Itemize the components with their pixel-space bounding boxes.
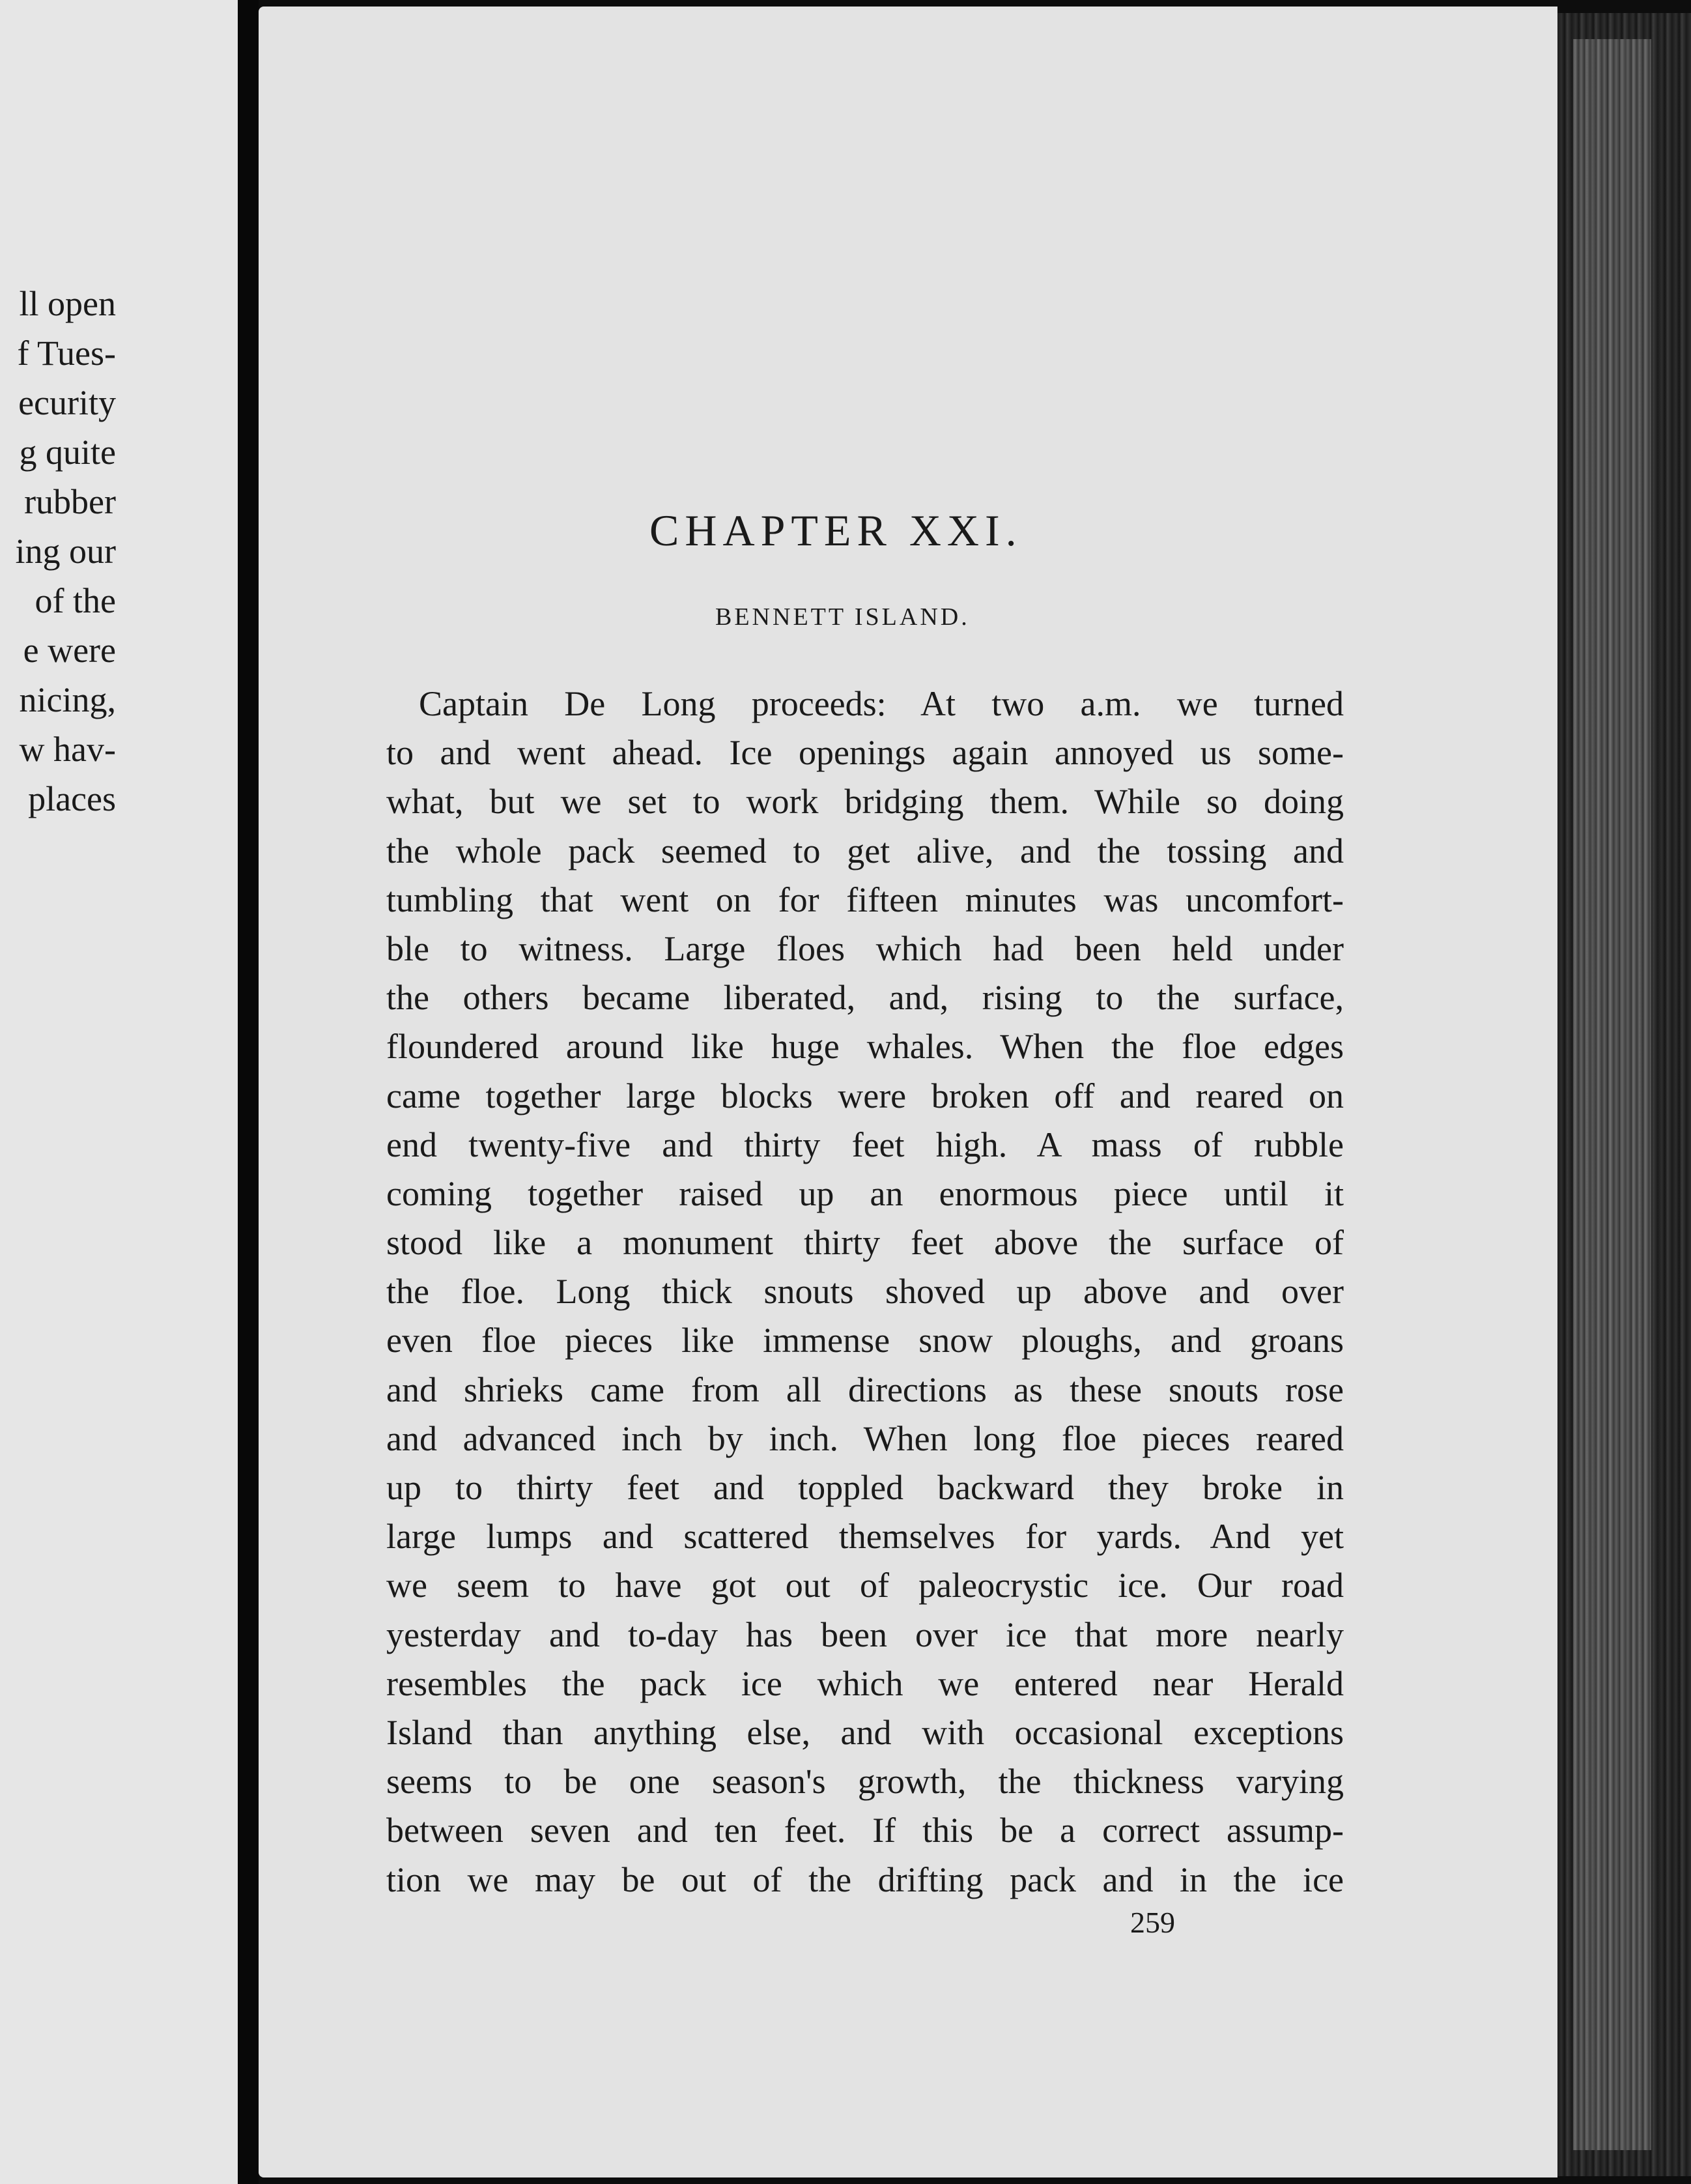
left-page-line: g quite xyxy=(19,433,116,472)
body-line: stood like a monument thirty feet above the surface of xyxy=(386,1223,1344,1263)
left-page-line: w hav- xyxy=(19,730,116,769)
left-page-line: rubber xyxy=(24,482,116,521)
body-line: to and went ahead. Ice openings again annoyed us some- xyxy=(386,733,1344,773)
body-line: what, but we set to work bridging them. While so doing xyxy=(386,782,1344,822)
page-number: 259 xyxy=(1130,1906,1175,1939)
page-edges xyxy=(1557,13,1691,2176)
left-page-line: places xyxy=(28,779,116,818)
page-edges-strip xyxy=(1573,39,1651,2150)
body-line: tion we may be out of the drifting pack and in the ice xyxy=(386,1860,1344,1899)
body-line: up to thirty feet and toppled backward they broke in xyxy=(386,1468,1344,1507)
body-line: seems to be one season's growth, the thickness varying xyxy=(386,1762,1344,1802)
body-line: and shrieks came from all directions as these snouts rose xyxy=(386,1370,1344,1409)
left-page-line: ll open xyxy=(19,284,116,323)
body-line: came together large blocks were broken off and reared on xyxy=(386,1076,1344,1115)
left-page-text xyxy=(0,279,116,824)
body-line: Captain De Long proceeds: At two a.m. we turned xyxy=(419,684,1344,723)
body-text xyxy=(386,680,1344,1904)
body-line: Island than anything else, and with occasional exceptions xyxy=(386,1712,1344,1752)
body-line: resembles the pack ice which we entered near Herald xyxy=(386,1663,1344,1703)
body-line: end twenty-five and thirty feet high. A mass of rubble xyxy=(386,1125,1344,1164)
chapter-title: CHAPTER XXI. xyxy=(649,506,1023,555)
body-line: the whole pack seemed to get alive, and the tossing and xyxy=(386,831,1344,870)
body-line: and advanced inch by inch. When long floe pieces reared xyxy=(386,1418,1344,1458)
left-page-line: ecurity xyxy=(18,383,116,422)
left-page-line: of the xyxy=(35,581,116,620)
body-line: floundered around like huge whales. When the floe edges xyxy=(386,1027,1344,1067)
left-page-line: e were xyxy=(23,631,116,670)
body-line: large lumps and scattered themselves for yards. And yet xyxy=(386,1517,1344,1557)
chapter-subtitle: BENNETT ISLAND. xyxy=(715,603,970,631)
body-line: coming together raised up an enormous piece until it xyxy=(386,1173,1344,1213)
body-line: the floe. Long thick snouts shoved up above and over xyxy=(386,1272,1344,1312)
left-page xyxy=(0,0,238,2184)
body-line: we seem to have got out of paleocrystic ice. Our road xyxy=(386,1566,1344,1605)
left-page-line: ing our xyxy=(15,532,116,571)
body-line: the others became liberated, and, rising to the surface, xyxy=(386,978,1344,1018)
body-line: between seven and ten feet. If this be a correct assump- xyxy=(386,1811,1344,1850)
left-page-line: f Tues- xyxy=(17,334,116,373)
left-page-line: nicing, xyxy=(19,680,116,719)
book-gutter xyxy=(238,0,259,2184)
body-line: tumbling that went on for fifteen minutes was uncomfort- xyxy=(386,880,1344,919)
body-line: ble to witness. Large floes which had been held under xyxy=(386,928,1344,968)
body-line: yesterday and to-day has been over ice that more nearly xyxy=(386,1615,1344,1654)
body-line: even floe pieces like immense snow ploughs, and groans xyxy=(386,1321,1344,1360)
